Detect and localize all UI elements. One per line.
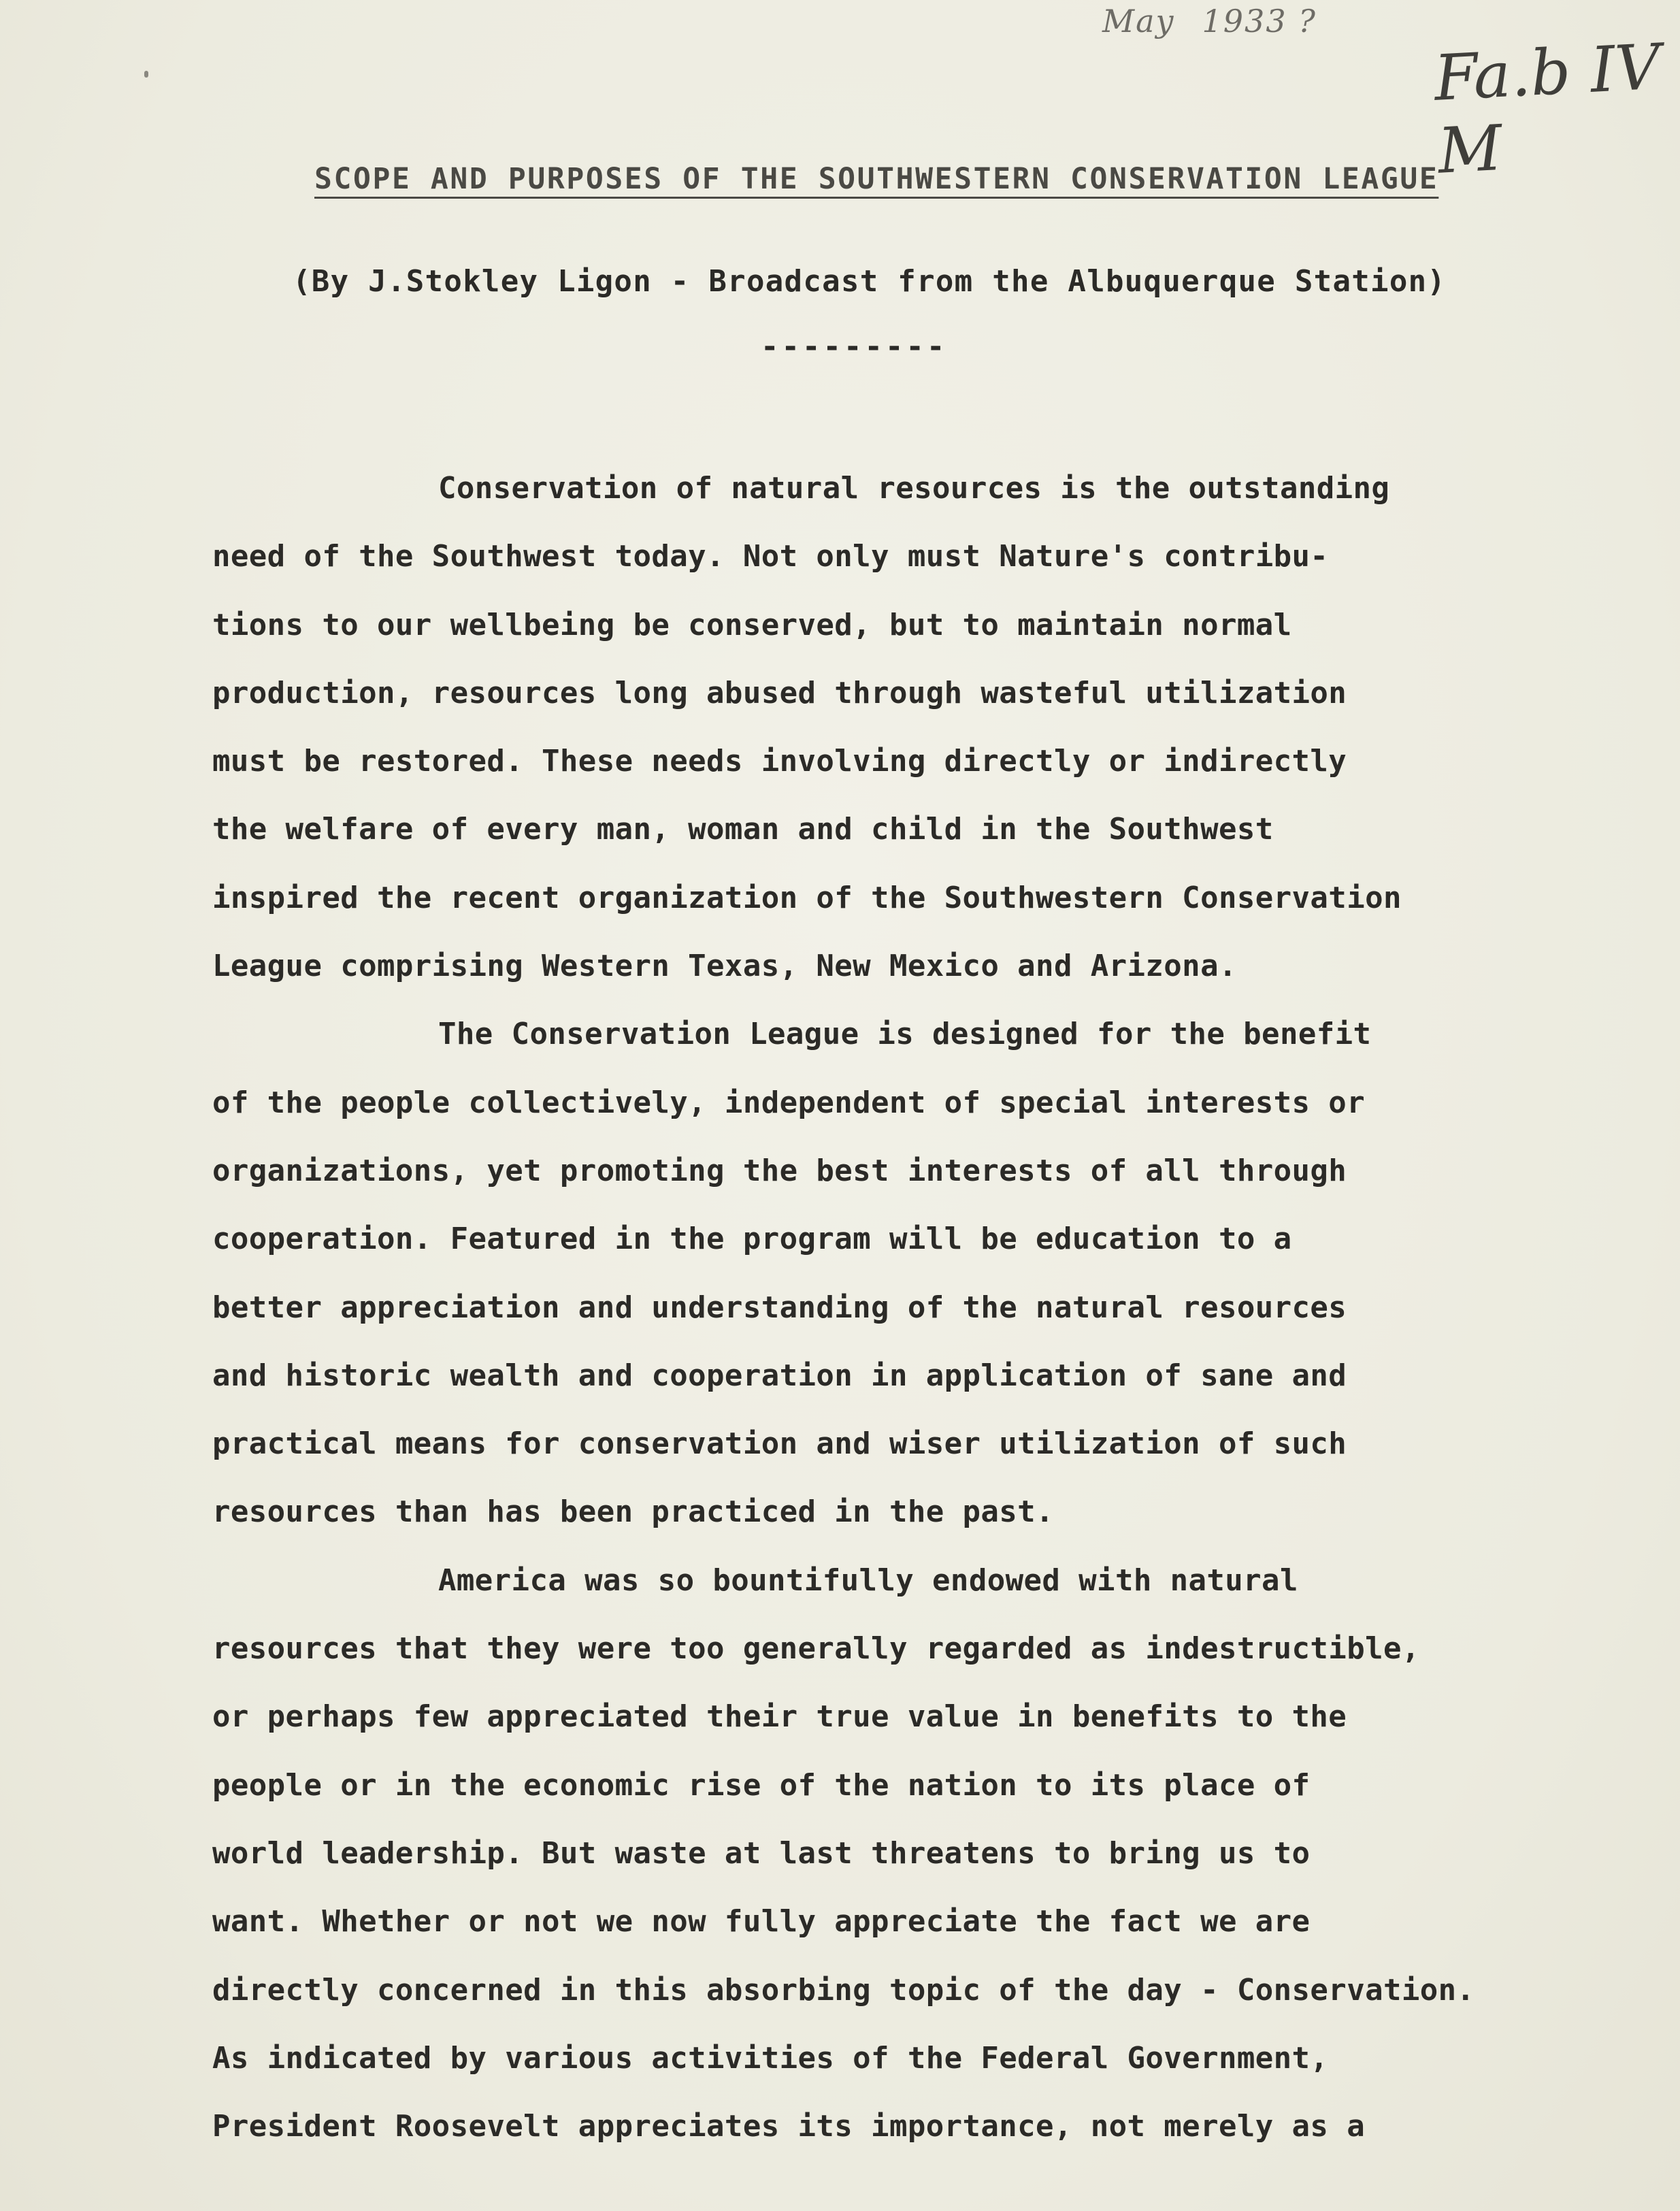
- document-body: [212, 468, 1641, 2174]
- paragraph-2-line-6: and historic wealth and cooperation in application of sane and: [212, 1358, 1347, 1393]
- paragraph-1-line-7: inspired the recent organization of the Southwestern Conservation: [212, 880, 1402, 915]
- paragraph-2-line-8: resources than has been practiced in the past.: [212, 1494, 1054, 1530]
- page-mark: [144, 71, 148, 78]
- paragraph-3-line-9: President Roosevelt appreciates its importance, not merely as a: [212, 2109, 1366, 2144]
- paragraph-3-line-4: people or in the economic rise of the nation to its place of: [212, 1767, 1311, 1803]
- paragraph-2-line-5: better appreciation and understanding of the natural resources: [212, 1290, 1347, 1325]
- paragraph-3-line-3: or perhaps few appreciated their true value in benefits to the: [212, 1699, 1347, 1735]
- paragraph-3-line-6: want. Whether or not we now fully appreciate the fact we are: [212, 1904, 1311, 1939]
- paragraph-2-line-4: cooperation. Featured in the program will be education to a: [212, 1222, 1292, 1257]
- handwritten-reference-note: Fa.b IV M: [1432, 30, 1662, 188]
- date-note-year: 1933 ?: [1202, 3, 1317, 39]
- paragraph-2-line-3: organizations, yet promoting the best interests of all through: [212, 1153, 1347, 1188]
- paragraph-3-line-8: As indicated by various activities of the Federal Government,: [212, 2040, 1329, 2076]
- document-title: SCOPE AND PURPOSES OF THE SOUTHWESTERN CONSERVATION LEAGUE: [314, 162, 1439, 196]
- paragraph-1-line-8: League comprising Western Texas, New Mexico and Arizona.: [212, 949, 1237, 984]
- paragraph-2-line-1: The Conservation League is designed for the benefit: [438, 1017, 1372, 1052]
- paragraph-1-line-2: need of the Southwest today. Not only must Nature's contribu-: [212, 539, 1329, 574]
- paragraph-1-line-3: tions to our wellbeing be conserved, but to maintain normal: [212, 607, 1292, 642]
- handwritten-date-note: [1102, 3, 1317, 39]
- paragraph-1-line-6: the welfare of every man, woman and child in the Southwest: [212, 812, 1274, 847]
- separator-line: ---------: [761, 329, 948, 364]
- paragraph-2-line-7: practical means for conservation and wiser utilization of such: [212, 1426, 1347, 1462]
- paragraph-1-line-5: must be restored. These needs involving directly or indirectly: [212, 744, 1347, 779]
- paragraph-3-line-7: directly concerned in this absorbing topic of the day - Conservation.: [212, 1972, 1475, 2008]
- paragraph-3-line-1: America was so bountifully endowed with natural: [438, 1562, 1298, 1598]
- document-byline: (By J.Stokley Ligon - Broadcast from the Albuquerque Station): [293, 264, 1447, 299]
- paragraph-1-line-1: Conservation of natural resources is the outstanding: [438, 471, 1390, 506]
- paragraph-1-line-4: production, resources long abused through wasteful utilization: [212, 675, 1347, 710]
- paragraph-3-line-5: world leadership. But waste at last threatens to bring us to: [212, 1835, 1311, 1871]
- paragraph-3-line-2: resources that they were too generally regarded as indestructible,: [212, 1631, 1420, 1667]
- paragraph-2-line-2: of the people collectively, independent of special interests or: [212, 1085, 1366, 1120]
- date-note-month: May: [1102, 3, 1175, 39]
